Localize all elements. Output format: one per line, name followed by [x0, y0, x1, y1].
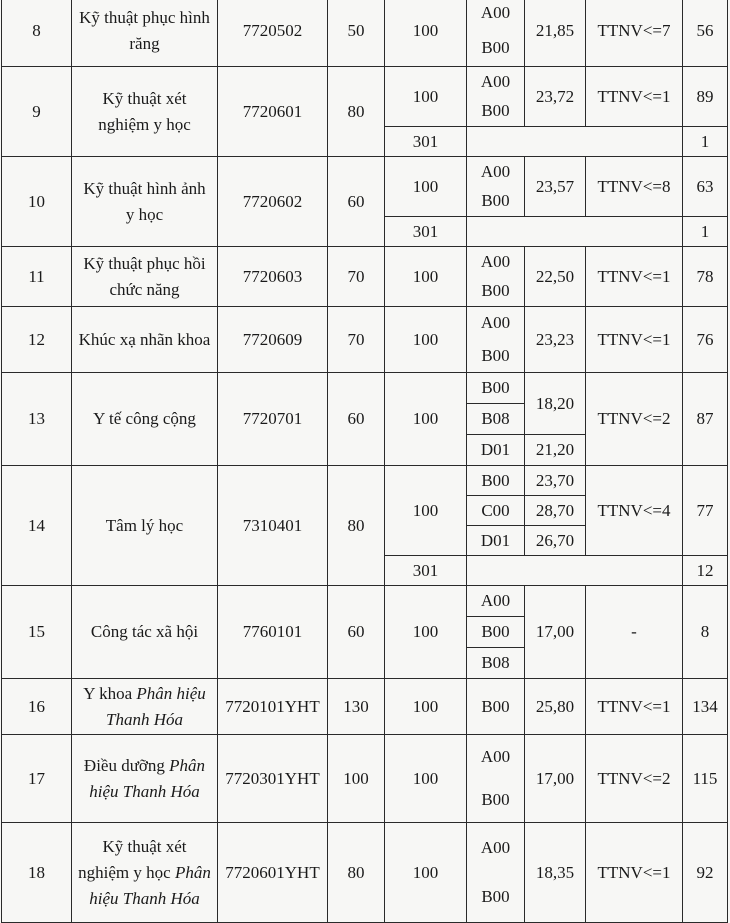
major-cell — [72, 679, 218, 735]
method-cell: 100 — [385, 0, 467, 67]
count-cell: 12 — [683, 556, 728, 586]
score-cell: 21,20 — [525, 435, 586, 466]
major-name: Y khoa — [83, 683, 133, 703]
score-cell: 18,35 — [525, 823, 586, 923]
count-cell: 115 — [683, 735, 728, 823]
method-cell: 301 — [385, 127, 467, 157]
count-cell: 76 — [683, 307, 728, 373]
stt-cell: 15 — [2, 586, 72, 679]
count-cell: 89 — [683, 67, 728, 127]
code-cell: 7720602 — [218, 157, 328, 247]
condition-cell: TTNV<=1 — [586, 823, 683, 923]
quota-cell: 60 — [328, 157, 385, 247]
major-name: Kỹ thuật xét nghiệm y học — [78, 836, 187, 882]
block-cell: C00 — [467, 496, 525, 526]
condition-cell: TTNV<=7 — [586, 0, 683, 67]
major-cell — [72, 735, 218, 823]
method-cell: 100 — [385, 157, 467, 217]
table-row — [2, 679, 728, 735]
code-cell: 7720502 — [218, 0, 328, 67]
block-cell: B00 — [467, 187, 525, 217]
major-branch: Phân hiệu Thanh Hóa — [106, 683, 206, 729]
code-cell: 7720101YHT — [218, 679, 328, 735]
method-cell: 100 — [385, 307, 467, 373]
table-row — [2, 67, 728, 97]
major-cell: Tâm lý học — [72, 466, 218, 586]
stt-cell: 12 — [2, 307, 72, 373]
quota-cell: 80 — [328, 67, 385, 157]
code-cell: 7720701 — [218, 373, 328, 466]
score-cell: 25,80 — [525, 679, 586, 735]
score-cell: 26,70 — [525, 526, 586, 556]
table-row — [2, 307, 728, 340]
count-cell: 78 — [683, 247, 728, 307]
major-cell: Kỹ thuật phục hồi chức năng — [72, 247, 218, 307]
quota-cell: 80 — [328, 466, 385, 586]
major-branch: Phân hiệu Thanh Hóa — [89, 755, 206, 801]
condition-cell: TTNV<=1 — [586, 307, 683, 373]
score-cell: 22,50 — [525, 247, 586, 307]
block-cell: B00 — [467, 373, 525, 404]
stt-cell: 17 — [2, 735, 72, 823]
major-cell: Kỹ thuật phục hình răng — [72, 0, 218, 67]
quota-cell: 70 — [328, 307, 385, 373]
block-cell: A00 — [467, 157, 525, 187]
block-cell: D01 — [467, 526, 525, 556]
code-cell: 7720601 — [218, 67, 328, 157]
major-cell: Y tế công cộng — [72, 373, 218, 466]
code-cell: 7720609 — [218, 307, 328, 373]
block-cell: A00 — [467, 823, 525, 873]
stt-cell: 11 — [2, 247, 72, 307]
block-cell: B00 — [467, 31, 525, 67]
score-cell: 23,72 — [525, 67, 586, 127]
stt-cell: 16 — [2, 679, 72, 735]
block-cell: B00 — [467, 466, 525, 496]
table-row — [2, 466, 728, 496]
major-cell — [72, 823, 218, 923]
method-cell: 301 — [385, 217, 467, 247]
count-cell: 1 — [683, 217, 728, 247]
method-cell: 100 — [385, 373, 467, 466]
stt-cell: 8 — [2, 0, 72, 67]
count-cell: 87 — [683, 373, 728, 466]
score-cell: 28,70 — [525, 496, 586, 526]
block-cell: A00 — [467, 0, 525, 31]
block-cell: A00 — [467, 247, 525, 277]
table-row — [2, 823, 728, 873]
method-cell: 301 — [385, 556, 467, 586]
block-cell: B08 — [467, 648, 525, 679]
table-row — [2, 157, 728, 187]
score-cell: 17,00 — [525, 735, 586, 823]
code-cell: 7720603 — [218, 247, 328, 307]
block-cell: B00 — [467, 873, 525, 923]
score-cell: 23,57 — [525, 157, 586, 217]
quota-cell: 100 — [328, 735, 385, 823]
quota-cell: 60 — [328, 373, 385, 466]
count-cell: 134 — [683, 679, 728, 735]
block-cell: A00 — [467, 735, 525, 779]
block-cell: B00 — [467, 277, 525, 307]
stt-cell: 14 — [2, 466, 72, 586]
block-cell: A00 — [467, 307, 525, 340]
major-branch: Phân hiệu Thanh Hóa — [89, 862, 211, 908]
quota-cell: 130 — [328, 679, 385, 735]
block-cell: D01 — [467, 435, 525, 466]
code-cell: 7310401 — [218, 466, 328, 586]
score-cell: 23,70 — [525, 466, 586, 496]
block-cell: B00 — [467, 97, 525, 127]
stt-cell: 13 — [2, 373, 72, 466]
method-cell: 100 — [385, 247, 467, 307]
stt-cell: 9 — [2, 67, 72, 157]
empty-cell — [467, 217, 683, 247]
major-name: Điều dưỡng — [83, 755, 165, 775]
table-row — [2, 735, 728, 779]
stt-cell: 18 — [2, 823, 72, 923]
condition-cell: TTNV<=4 — [586, 466, 683, 556]
condition-cell: TTNV<=2 — [586, 735, 683, 823]
block-cell: B00 — [467, 340, 525, 373]
quota-cell: 70 — [328, 247, 385, 307]
block-cell: A00 — [467, 67, 525, 97]
admission-table — [1, 0, 728, 923]
condition-cell: TTNV<=8 — [586, 157, 683, 217]
quota-cell: 80 — [328, 823, 385, 923]
table-row — [2, 0, 728, 31]
score-cell: 23,23 — [525, 307, 586, 373]
condition-cell: TTNV<=1 — [586, 67, 683, 127]
count-cell: 92 — [683, 823, 728, 923]
count-cell: 1 — [683, 127, 728, 157]
count-cell: 56 — [683, 0, 728, 67]
condition-cell: TTNV<=2 — [586, 373, 683, 466]
score-cell: 17,00 — [525, 586, 586, 679]
empty-cell — [467, 556, 683, 586]
block-cell: B00 — [467, 617, 525, 648]
major-cell: Công tác xã hội — [72, 586, 218, 679]
condition-cell: TTNV<=1 — [586, 247, 683, 307]
code-cell: 7720601YHT — [218, 823, 328, 923]
method-cell: 100 — [385, 823, 467, 923]
code-cell: 7760101 — [218, 586, 328, 679]
table-row — [2, 586, 728, 617]
method-cell: 100 — [385, 466, 467, 556]
block-cell: B00 — [467, 779, 525, 823]
condition-cell: - — [586, 586, 683, 679]
count-cell: 8 — [683, 586, 728, 679]
score-cell: 21,85 — [525, 0, 586, 67]
method-cell: 100 — [385, 735, 467, 823]
stt-cell: 10 — [2, 157, 72, 247]
method-cell: 100 — [385, 679, 467, 735]
score-cell: 18,20 — [525, 373, 586, 435]
block-cell: B08 — [467, 404, 525, 435]
code-cell: 7720301YHT — [218, 735, 328, 823]
block-cell: A00 — [467, 586, 525, 617]
count-cell: 63 — [683, 157, 728, 217]
empty-cell — [467, 127, 683, 157]
condition-cell: TTNV<=1 — [586, 679, 683, 735]
method-cell: 100 — [385, 586, 467, 679]
table-row — [2, 247, 728, 277]
quota-cell: 50 — [328, 0, 385, 67]
table-row — [2, 373, 728, 404]
major-cell: Kỹ thuật xét nghiệm y học — [72, 67, 218, 157]
quota-cell: 60 — [328, 586, 385, 679]
major-cell: Khúc xạ nhãn khoa — [72, 307, 218, 373]
method-cell: 100 — [385, 67, 467, 127]
major-cell: Kỹ thuật hình ảnh y học — [72, 157, 218, 247]
block-cell: B00 — [467, 679, 525, 735]
count-cell: 77 — [683, 466, 728, 556]
